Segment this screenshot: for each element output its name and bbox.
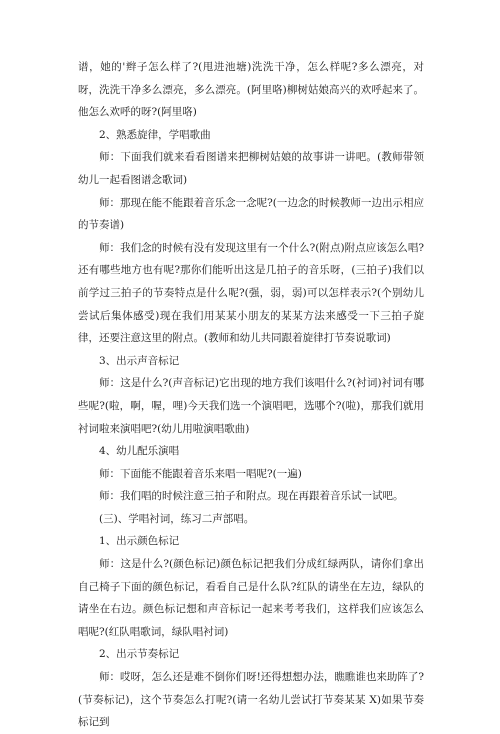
section-heading-sing-with-music: 4、幼儿配乐演唱 [99,445,180,458]
section-heading-color-marker: 1、出示颜色标记 [99,535,180,548]
paragraph-look-at-score: 师：下面我们就来看看图谱来把柳树姑娘的故事讲一讲吧。(教师带领幼儿一起看图谱念歌词) [78,151,424,186]
paragraph-attention-meter: 师：我们唱的时候注意三拍子和附点。现在再跟着音乐试一试吧。 [99,490,404,503]
paragraph-rhythm-marker: 师：哎呀，怎么还是难不倒你们呀!还得想想办法，瞧瞧谁也来助阵了?(节奏标记)，这个节奏怎么打呢?(请一名幼儿尝试打节奏某某 X)如果节奏标记到 [78,671,424,729]
section-heading-part-three: (三)、学唱衬词，练习二声部唱。 [99,512,255,525]
paragraph-recite-with-music: 师：那现在能不能跟着音乐念一念呢?(一边念的时候教师一边出示相应的节奏谱) [78,196,424,232]
paragraph-story-continuation: 谱，她的'辫子怎么样了?(甩进池塘)洗洗干净，怎么样呢?多么漂亮，对呀，洗洗干净多么漂亮，多么漂亮。(阿里咯)柳树姑娘高兴的欢呼起来了。他怎么欢呼的呀?(阿里咯) [78,61,424,119]
document-page [78,56,424,734]
paragraph-sound-marker: 师：这是什么?(声音标记)它出现的地方我们该唱什么?(衬词)衬词有哪些呢?(啦，啊，喔，哩)今天我们选一个演唱吧，选哪个?(啦)，那我们就用衬词啦来演唱吧?(幼儿用啦演唱歌曲) [78,377,424,435]
paragraph-dotted-note-triple-meter: 师：我们念的时候有没有发现这里有一个什么?(附点)附点应该怎么唱?还有哪些地方也有呢?那你们能听出这是几拍子的音乐呀，(三拍子)我们以前学过三拍子的节奏特点是什么呢?(强，弱，弱)可以怎样表示?(个别幼儿尝试后集体感受)现在我们用某某小朋友的某某方法来感受一下三拍子旋律，还要注意这里的附点。(教师和幼儿共同跟着旋律打节奏说歌词) [78,241,424,345]
paragraph-sing-once: 师：下面能不能跟着音乐来唱一唱呢?(一遍) [99,467,302,480]
section-heading-rhythm-marker: 2、出示节奏标记 [99,648,180,661]
paragraph-color-marker: 师：这是什么?(颜色标记)颜色标记把我们分成红绿两队，请你们拿出自己椅子下面的颜色标记，看看自己是什么队?红队的请坐在左边，绿队的请坐在右边。颜色标记想和声音标记一起来考考我们，这样我们应该怎么唱呢?(红队唱歌词，绿队唱衬词) [78,558,424,638]
section-heading-melody: 2、熟悉旋律，学唱歌曲 [99,128,211,141]
section-heading-sound-marker: 3、出示声音标记 [99,354,180,367]
